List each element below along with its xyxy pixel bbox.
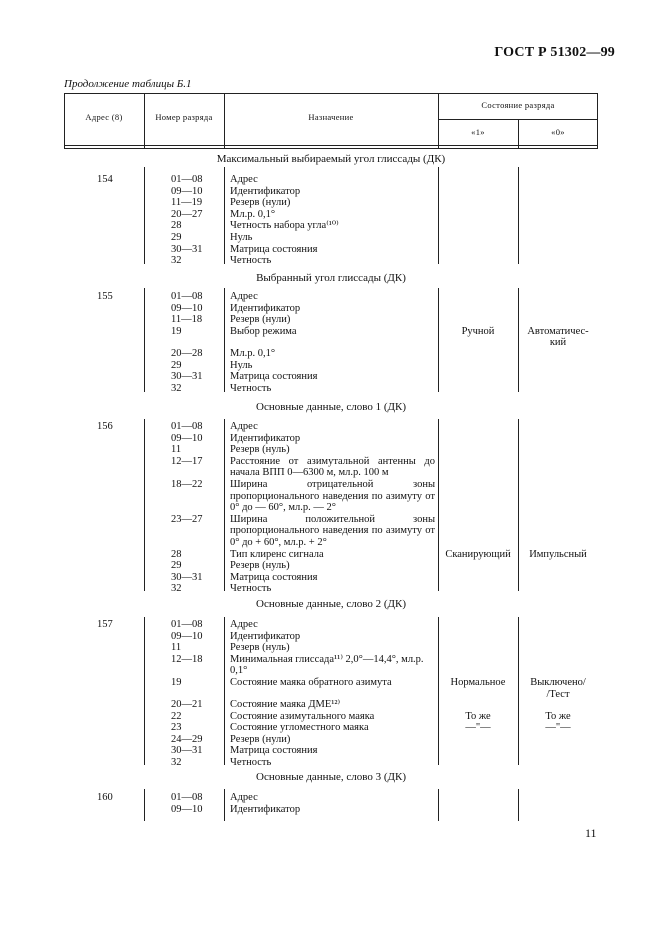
state-one-cell: Нормальное [450,677,506,688]
section-title: Основные данные, слово 2 (ДК) [256,598,406,610]
purpose-cell: Резерв (нули) [230,197,291,209]
sec5-col-line-4 [518,789,519,821]
purpose-cell: Резерв (нуль) [230,560,290,572]
purpose-cell: Матрица состояния [230,371,318,383]
address-cell: 156 [97,421,113,432]
sec1-col-line-2 [224,167,225,264]
purpose-cell: Адрес [230,174,258,185]
bits-cell: 30—31 [171,571,203,583]
purpose-cell: Состояние азимутального маяка [230,710,375,722]
purpose-cell: Адрес [230,619,258,630]
header-bottom-line-2 [64,148,598,149]
section-title: Выбранный угол глиссады (ДК) [256,272,406,284]
state-one-cell: Ручной [461,325,495,337]
sec4-col-line-1 [144,617,145,765]
purpose-cell: Резерв (нули) [230,314,291,326]
purpose-cell: Матрица состояния [230,745,318,757]
sec4-col-line-3 [438,617,439,765]
bits-cell: 20—27 [171,208,203,220]
bits-cell: 01—08 [171,174,203,185]
purpose-cell: Мл.р. 0,1° [230,348,276,359]
state-zero-cell: Автоматичес- кий [527,325,589,349]
sec3-col-line-3 [438,419,439,591]
bits-cell: 32 [171,255,182,267]
address-cell: 157 [97,619,113,630]
col-header-address: Адрес (8) [85,112,123,122]
purpose-cell: Минимальная глиссада¹¹⁾ 2,0°—14,4°, мл.р. 0,1° [230,653,424,677]
data-table [64,93,598,821]
purpose-cell: Четность набора угла⁽¹⁰⁾ [230,220,339,232]
purpose-cell: Нуль [230,359,253,371]
col-header-state: Состояние разряда [481,100,555,110]
bits-cell: 20—28 [171,348,203,359]
bits-cell: 11—18 [171,314,203,326]
bits-cell: 29 [171,232,182,243]
col-header-state-one: «1» [471,127,485,137]
bits-cell: 09—10 [171,432,203,444]
state-zero-cell: Импульсный [529,548,587,560]
bits-cell: 12—17 [171,455,203,467]
bits-cell: 29 [171,359,182,371]
table-caption: Продолжение таблицы Б.1 [64,78,192,90]
purpose-cell: Состояние маяка обратного азимута [230,677,392,688]
purpose-cell: Нуль [230,232,253,243]
purpose-cell: Состояние маяка ДМЕ¹²⁾ [230,699,341,710]
col-header-purpose: Назначение [308,112,354,122]
bits-cell: 24—29 [171,733,203,745]
purpose-cell: Выбор режима [230,325,297,337]
purpose-cell: Ширина отрицательной зоны пропорционального наведения по азимуту от 0° до — 60°, мл.р. — 2° [230,479,435,514]
sec1-col-line-3 [438,167,439,264]
purpose-cell: Четность [230,382,272,394]
purpose-cell: Резерв (нули) [230,733,291,745]
purpose-cell: Матрица состояния [230,571,318,583]
section-title: Основные данные, слово 3 (ДК) [256,771,406,783]
address-cell: 154 [97,174,113,185]
document-code: ГОСТ Р 51302—99 [494,45,615,60]
address-cell: 160 [97,792,113,803]
sec3-col-line-4 [518,419,519,591]
bits-cell: 11 [171,642,182,654]
purpose-cell: Тип клиренс сигнала [230,548,324,560]
bits-cell: 01—08 [171,619,203,630]
bits-cell: 20—21 [171,699,203,710]
sec5-col-line-3 [438,789,439,821]
bits-cell: 01—08 [171,421,203,432]
purpose-cell: Идентификатор [230,432,301,444]
state-one-cell: То же [465,710,491,722]
bits-cell: 32 [171,757,182,768]
purpose-cell: Идентификатор [230,630,301,642]
bits-cell: 32 [171,382,182,394]
sec3-col-line-2 [224,419,225,591]
bits-cell: 23 [171,722,182,734]
sec1-col-line-1 [144,167,145,264]
purpose-cell: Идентификатор [230,185,301,197]
state-zero-cell: —"— [545,722,571,734]
section-title: Максимальный выбираемый угол глиссады (ДК) [216,153,446,165]
purpose-cell: Адрес [230,421,258,432]
bits-cell: 30—31 [171,243,203,255]
bits-cell: 09—10 [171,803,203,815]
sec2-col-line-2 [224,288,225,392]
bits-cell: 12—18 [171,653,203,665]
purpose-cell: Расстояние от азимутальной антенны до начала ВПП 0—6300 м, мл.р. 100 м [230,455,435,479]
purpose-cell: Матрица состояния [230,243,318,255]
sec5-col-line-1 [144,789,145,821]
sec3-col-line-1 [144,419,145,591]
purpose-cell: Четность [230,583,272,595]
purpose-cell: Четность [230,757,272,768]
section-title: Основные данные, слово 1 (ДК) [256,401,406,413]
bits-cell: 30—31 [171,371,203,383]
purpose-cell: Адрес [230,291,258,302]
bits-cell: 22 [171,710,182,722]
bits-cell: 28 [171,220,182,232]
col-header-state-zero: «0» [551,127,565,137]
bits-cell: 09—10 [171,630,203,642]
purpose-cell: Мл.р. 0,1° [230,208,276,220]
state-zero-cell: То же [545,710,571,722]
state-zero-cell: Выключено/ /Тест [530,677,586,700]
purpose-cell: Резерв (нуль) [230,444,290,456]
sec5-col-line-2 [224,789,225,821]
bits-cell: 18—22 [171,479,203,490]
purpose-cell: Идентификатор [230,803,301,815]
bits-cell: 01—08 [171,792,203,803]
bits-cell: 09—10 [171,302,203,314]
state-one-cell: Сканирующий [445,548,511,560]
purpose-cell: Резерв (нуль) [230,642,290,654]
bits-cell: 28 [171,548,182,560]
sec1-col-line-4 [518,167,519,264]
bits-cell: 23—27 [171,513,203,525]
purpose-cell: Четность [230,255,272,267]
bits-cell: 32 [171,583,182,595]
bits-cell: 01—08 [171,291,203,302]
bits-cell: 19 [171,325,182,337]
state-one-cell: —"— [465,722,491,734]
bits-cell: 29 [171,560,182,572]
bits-cell: 11 [171,444,182,456]
bits-cell: 11—19 [171,197,203,209]
sec2-col-line-3 [438,288,439,392]
bits-cell: 09—10 [171,185,203,197]
bits-cell: 19 [171,677,182,688]
col-header-bit-number: Номер разряда [155,112,213,122]
purpose-cell: Состояние угломестного маяка [230,722,369,734]
sec2-col-line-1 [144,288,145,392]
page-number: 11 [585,826,597,840]
purpose-cell: Адрес [230,792,258,803]
address-cell: 155 [97,291,113,302]
purpose-cell: Ширина положительной зоны пропорционального наведения по азимуту от 0° до + 60°, мл.р. + 2° [230,513,435,548]
purpose-cell: Идентификатор [230,302,301,314]
bits-cell: 30—31 [171,745,203,757]
sec4-col-line-2 [224,617,225,765]
